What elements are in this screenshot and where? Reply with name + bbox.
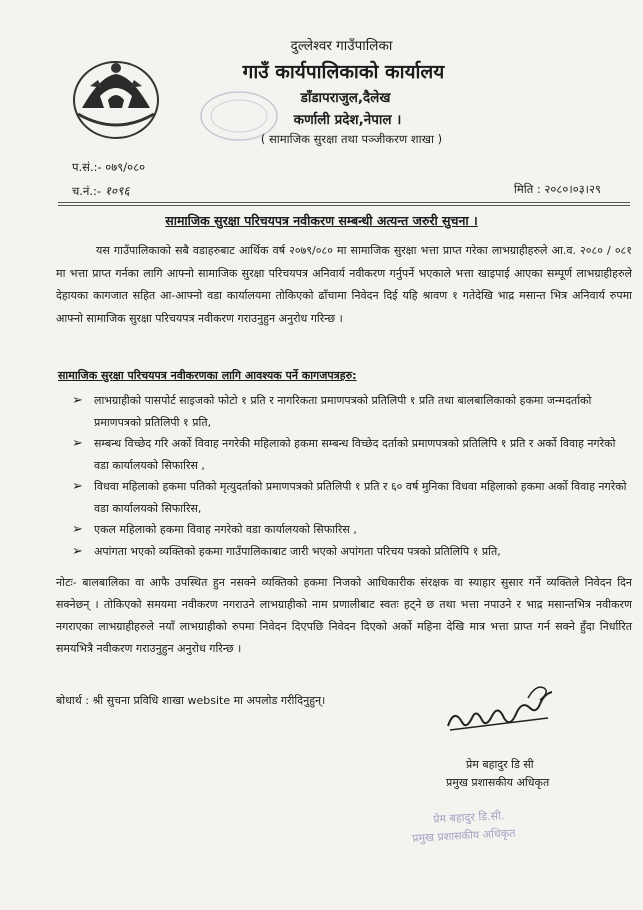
branch-name: ( सामाजिक सुरक्षा तथा पञ्जीकरण शाखा ) [260,132,443,146]
office-name: गाउँ कार्यपालिकाको कार्यालय [242,61,445,83]
list-item: ➢ सम्बन्ध विच्छेद गरि अर्को विवाह नगरेकी महिलाको हकमा सम्बन्ध विच्छेद दर्ताको प्रमाणपत्रको प्रतिलिपि १ प्रति र अर्को विवाह नगरेको वडा कार्यालयको सिफारिस , [72,433,632,476]
official-stamp [411,804,563,858]
requirements-list [72,390,632,562]
cc-line: बोधार्थ : श्री सुचना प्रविधि शाखा website मा अपलोड गरीदिनुहुन्। [56,694,326,707]
arrow-bullet-icon: ➢ [72,543,83,559]
note-paragraph: नोटः- बालबालिका वा आफै उपस्थित हुन नसक्ने व्यक्तिको हकमा निजको आधिकारीक संरक्षक वा स्याहार सुसार गर्ने व्यक्तिले निवेदन दिन सक्नेछन् । तोकिएको समयमा नवीकरण नगराउने लाभग्राहीको नाम प्रणालीबाट स्वतः हट्ने छ तथा भत्ता नपाउने र भाद्र मसान्तभित्र नवीकरण नगराएका लाभग्राहीहरुले नयाँ लाभग्राहीको रुपमा निवेदन दिएपछि निवेदन दिएको अर्को महिना देखि मात्र भत्ता प्राप्त गर्न सक्ने हुँदा निर्धारित समयभित्रै नवीकरण गराउनुहुन अनुरोध गरिन्छ । [56,576,632,655]
header-divider-2 [58,205,630,206]
list-item: ➢ लाभग्राहीको पासपोर्ट साइजको फोटो १ प्रति र नागरिकता प्रमाणपत्रको प्रतिलिपी १ प्रति तथा बालबालिकाको हकमा जन्मदर्ताको प्रमाणपत्रको प्रतिलिपी १ प्रति, [72,390,632,433]
signatory-title: प्रमुख प्रशासकीय अधिकृत [446,776,550,789]
arrow-bullet-icon: ➢ [72,393,83,408]
patra-sankhya: प.सं.:- ०७९/०८० [72,160,146,174]
body-paragraph: यस गाउँपालिकाको सबै वडाहरुबाट आर्थिक वर्ष २०७९/०८० मा सामाजिक सुरक्षा भत्ता प्राप्त गरेका लाभग्राहीहरुले आ.व. २०८० / ०८१ मा भत्ता प्राप्त गर्नका लागि आफ्नो सामाजिक सुरक्षा परिचयपत्र अनिवार्य नवीकरण गर्नुपर्ने भएकाले भत्ता खाइपाई आएका सम्पूर्ण लाभग्राहीहरुले देहायका कागजात सहित आ-आफ्नो वडा कार्यालयमा तोकिएको ढाँचामा निवेदन दिई यहि श्रावण १ गतेदेखि भाद्र मसान्त भित्र अनिवार्य रुपमा आफ्नो सामाजिक सुरक्षा परिचयपत्र नवीकरण गराउनुहुन अनुरोध गरिन्छ । [56,244,632,325]
office-address: डाँडापराजुल,दैलेख [300,90,391,106]
letter-subject: सामाजिक सुरक्षा परिचयपत्र नवीकरण सम्बन्धी अत्यन्त जरुरी सुचना । [165,213,478,228]
chalani-number [72,182,130,199]
list-item: ➢ विधवा महिलाको हकमा पतिको मृत्युदर्ताको प्रमाणपत्रको प्रतिलिपी १ प्रति र ६० वर्ष मुनिका विधवा महिलाको हकमा अर्को विवाह नगरेको वडा कार्यालयको सिफारिस, [72,476,632,519]
arrow-bullet-icon: ➢ [72,522,83,537]
chalani-value: १०९६ [104,184,130,198]
list-item: ➢ एकल महिलाको हकमा विवाह नगरेको वडा कार्यालयको सिफारिस , [72,519,632,541]
stamp-line-2: प्रमुख प्रशासकीय अधिकृत [411,826,516,845]
signatory-name: प्रेम बहादुर डि सी [466,758,534,771]
municipality-name: दुल्लेश्वर गाउँपालिका [290,38,393,54]
chalani-label: च.नं.:- [72,184,102,198]
header-divider [58,202,630,203]
letter-date: मिति : २०८०।०३।२९ [513,182,601,196]
requirements-title: सामाजिक सुरक्षा परिचयपत्र नवीकरणका लागि आवश्यक पर्ने कागजपत्रहरु: [58,369,357,382]
handwritten-signature-icon [440,678,560,738]
office-province: कर्णाली प्रदेश,नेपाल । [293,112,402,128]
stamp-line-1: प्रेम बहादुर डि.सी. [432,809,505,826]
arrow-bullet-icon: ➢ [72,479,83,494]
arrow-bullet-icon: ➢ [72,436,83,451]
list-item: ➢ अपांगता भएको व्यक्तिको हकमा गाउँपालिकाबाट जारी भएको अपांगता परिचय पत्रको प्रतिलिपि १ प्रति, [72,541,632,563]
